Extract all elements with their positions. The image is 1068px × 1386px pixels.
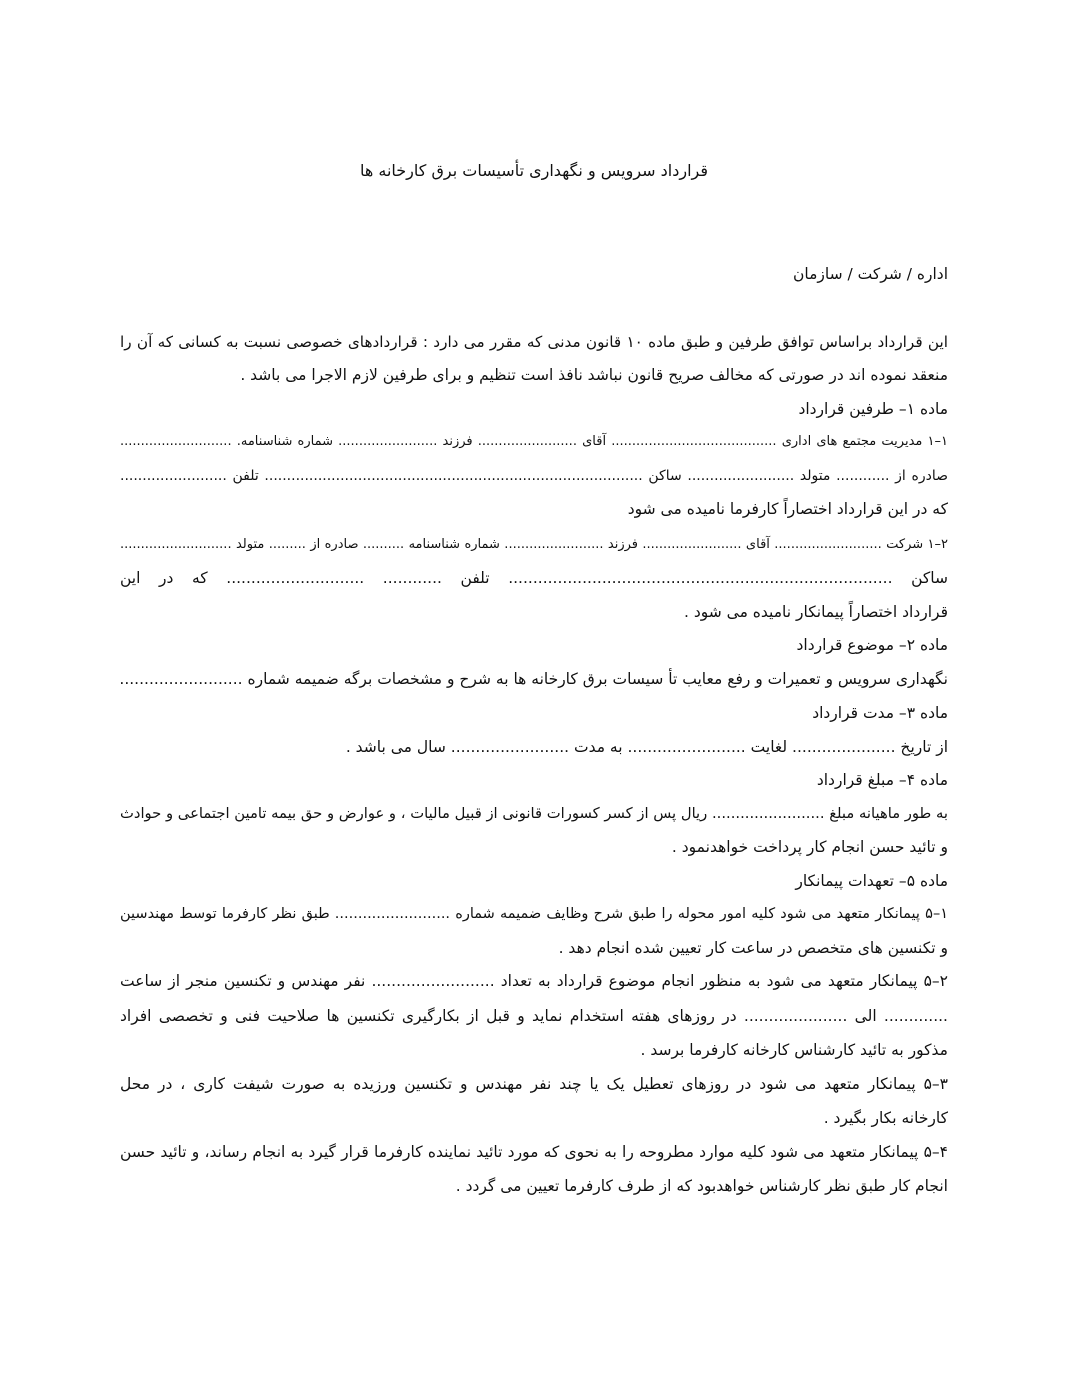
article-5-4-line-1: ۴–۵ پیمانکار متعهد می شود کلیه موارد مطروحه را به نحوی که مورد تائید نماینده کارفرما قرار گیرد به انجام رساند، و تائید حسن [120,1143,948,1161]
article-5-2-line-1: ۲–۵ پیمانکار متعهد می شود به منظور انجام موضوع قرارداد به تعداد ......................... نفر مهندس و تکنسین منجر از ساعت [120,972,948,990]
article-1-2-line-2: ساکن .............................................................................. تلفن ............ ............................ که در این [120,569,948,587]
article-4-heading: ماده ۴– مبلغ قرارداد [816,771,948,789]
article-2-heading: ماده ۲– موضوع قرارداد [796,636,948,654]
article-1-heading: ماده ۱– طرفین قرارداد [798,400,948,418]
organization-line: اداره / شرکت / سازمان [792,265,948,283]
article-1-1-line-1: ۱–۱ مدیریت مجتمع های اداری ........................................ آقای ........................ فرزند ........................ شماره شناسنامه. ........................... [120,434,948,449]
article-1-2-line-3: قرارداد اختصاراً پیمانکار نامیده می شود . [683,603,948,621]
intro-paragraph-line-2: منعقد نموده اند در صورتی که مخالف صریح قانون نباشد نافذ است تنظیم و برای طرفین لازم الاجرا می باشد . [240,366,948,384]
document-title: قرارداد سرویس و نگهداری تأسیسات برق کارخانه ها [359,161,709,180]
article-5-1-line-2: و تکنسین های متخصص در ساعت کار تعیین شده انجام دهد . [558,939,948,957]
article-1-1-line-2: صادره از ............ متولد ........................ ساکن ..................................................................................... تلفن ........................ [120,468,948,484]
article-5-3-line-2: کارخانه بکار بگیرد . [823,1109,948,1127]
article-4-body-line-2: و تائید حسن انجام کار پرداخت خواهدنمود . [671,838,948,856]
intro-paragraph-line-1: این قرارداد براساس توافق طرفین و طبق ماده ۱۰ قانون مدنی که مقرر می دارد : قراردادهای خصوصی نسبت به کسانی که آن را [120,333,948,351]
article-5-2-line-2: ............. الی ..................... در روزهای هفته استخدام نماید و قبل از بکارگیری تکنسین ها صلاحیت فنی و تخصصی افراد [120,1007,948,1025]
article-4-body-line-1: به طور ماهیانه مبلغ ........................ ریال پس از کسر کسورات قانونی از قبیل مالیات ، و عوارض و حق بیمه تامین اجتماعی و حوادث [120,805,948,822]
article-5-2-line-3: مذکور به تائید کارشناس کارخانه کارفرما برسد . [640,1041,948,1059]
article-3-body: از تاریخ ..................... لغایت ........................ به مدت ........................ سال می باشد . [345,738,948,756]
article-3-heading: ماده ۳– مدت قرارداد [812,704,948,722]
article-5-heading: ماده ۵– تعهدات پیمانکار [795,872,948,890]
article-5-4-line-2: انجام کار طبق نظر کارشناس خواهدبود که از طرف کارفرما تعیین می گردد . [455,1177,948,1195]
article-1-2-line-1: ۲–۱ شرکت .......................... آقای ........................ فرزند ........................ شماره شناسنامه .......... صادره از ......... متولد ........................... [120,537,948,552]
article-2-body: نگهداری سرویس و تعمیرات و رفع معایب تأ سیسات برق کارخانه ها به شرح و مشخصات برگه ضمیمه شماره ......................... [119,670,948,688]
article-1-1-line-3: که در این قرارداد اختصاراً کارفرما نامیده می شود [627,500,948,518]
article-5-1-line-1: ۱–۵ پیمانکار متعهد می شود کلیه امور محوله را طبق شرح وظایف ضمیمه شماره ......................... طبق نظر کارفرما توسط مهندسین [120,906,948,922]
article-5-3-line-1: ۳–۵ پیمانکار متعهد می شود در روزهای تعطیل یک یا چند نفر مهندس و تکنسین ورزیده به صورت شیفت کاری ، در محل [120,1075,948,1093]
